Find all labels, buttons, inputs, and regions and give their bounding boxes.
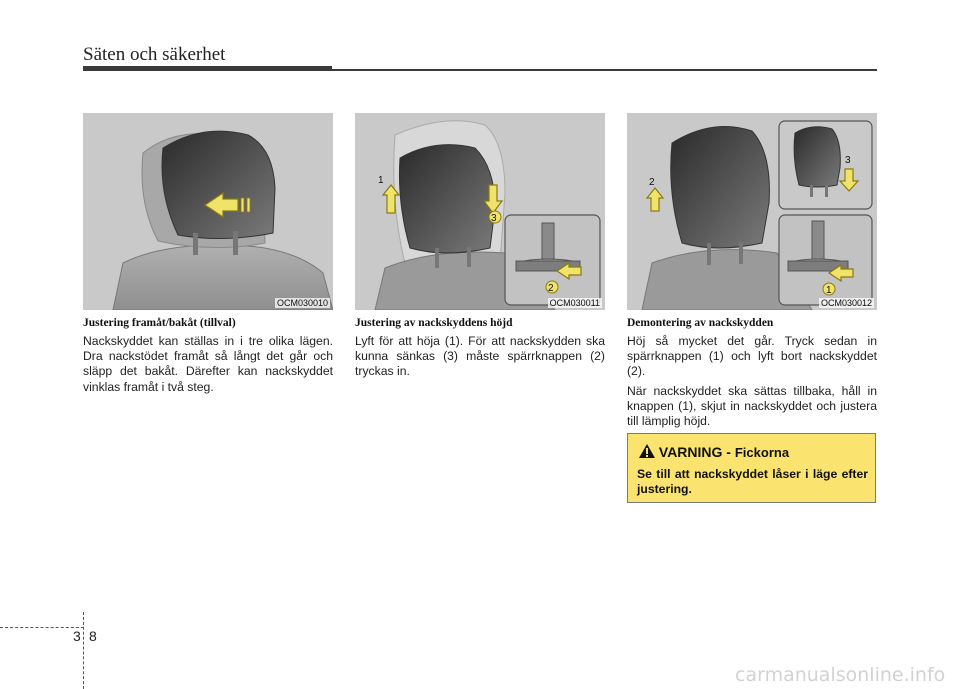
up-arrow-icon	[647, 188, 663, 211]
warning-subject: Fickorna	[734, 445, 790, 460]
page-number: 8	[89, 628, 97, 644]
page-rule-vertical	[83, 612, 84, 689]
heading-removal: Demontering av nackskydden	[627, 317, 774, 329]
warning-triangle-icon	[639, 444, 655, 458]
warning-box	[627, 433, 876, 503]
heading-height: Justering av nackskyddens höjd	[355, 317, 513, 329]
figure-headrest-removal	[627, 113, 877, 310]
callout-1: 1	[826, 285, 832, 296]
paragraph: Nackskyddet kan ställas in i tre olika lägen. Dra nackstödet framåt så långt det går och släpp det bakåt. Därefter kan nackskyddet vinklas framåt i två steg.	[83, 334, 333, 394]
warning-heading	[639, 444, 789, 460]
column-removal	[627, 317, 877, 433]
warning-label: VARNING -	[658, 444, 731, 460]
headrest-removal-illustration	[627, 113, 877, 310]
column-tilt	[83, 317, 333, 399]
warning-text: Se till att nackskyddet låser i läge efter justering.	[637, 467, 868, 496]
paragraph: När nackskyddet ska sättas tillbaka, håll in knappen (1), skjut in nackskyddet och justera till lämplig höjd.	[627, 383, 877, 429]
headrest-tilt-illustration	[83, 113, 333, 310]
header-rule-thin	[332, 69, 877, 71]
section-title: Säten och säkerhet	[83, 44, 226, 65]
figure-headrest-tilt	[83, 113, 333, 310]
watermark: carmanualsonline.info	[735, 664, 946, 686]
header-rule-thick	[83, 66, 332, 71]
callout-2: 2	[548, 283, 554, 294]
figure-code: OCM030011	[549, 298, 600, 308]
callout-3: 3	[845, 155, 851, 166]
callout-1: 1	[378, 175, 384, 186]
column-height	[355, 317, 605, 384]
paragraph: Höj så mycket det går. Tryck sedan in spärrknappen (1) och lyft bort nackskyddet (2).	[627, 334, 877, 379]
callout-2: 2	[649, 177, 655, 188]
figure-code: OCM030012	[820, 298, 872, 308]
page-rule-horizontal	[0, 627, 84, 628]
callout-3: 3	[491, 213, 497, 224]
heading-tilt: Justering framåt/bakåt (tillval)	[83, 317, 236, 329]
figure-headrest-height	[355, 113, 605, 310]
paragraph: Lyft för att höja (1). För att nackskydden ska kunna sänkas (3) måste spärrknappen (2) tryckas in.	[355, 334, 605, 379]
page-chapter: 3	[73, 628, 81, 644]
headrest-height-illustration	[355, 113, 605, 310]
figure-code: OCM030010	[276, 298, 328, 308]
